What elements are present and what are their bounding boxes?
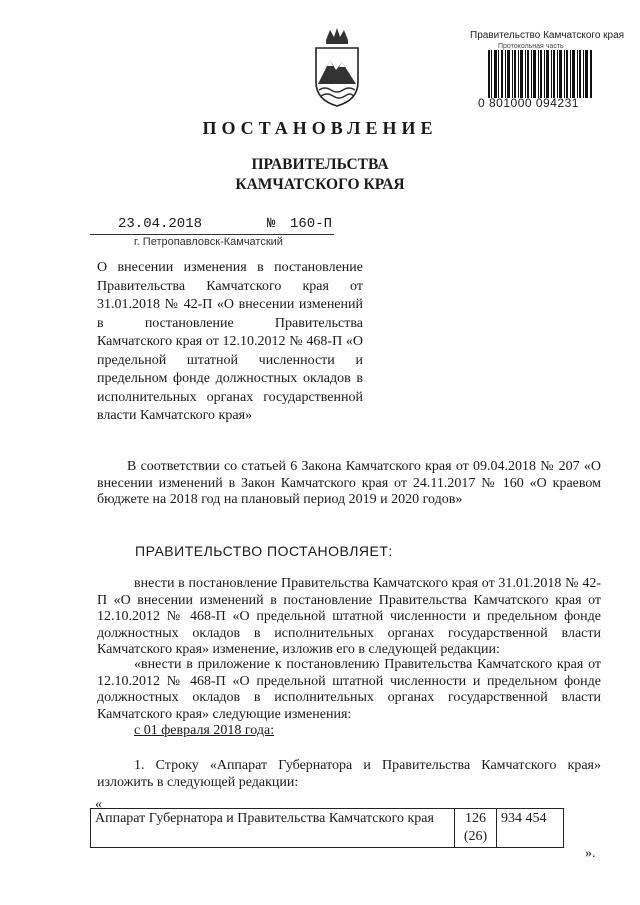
staff-count: 126: [465, 811, 486, 826]
date-underline: [90, 234, 334, 235]
quote-close: ».: [585, 846, 596, 861]
issuing-authority-line2: КАМЧАТСКОГО КРАЯ: [235, 176, 405, 193]
table-row: [91, 809, 564, 848]
coat-of-arms-emblem: [312, 26, 362, 108]
decree-statement: ПРАВИТЕЛЬСТВО ПОСТАНОВЛЯЕТ:: [135, 543, 393, 559]
staff-table: [90, 808, 564, 848]
number-sign: №: [267, 216, 276, 232]
effective-date: с 01 февраля 2018 года:: [134, 723, 275, 738]
registration-number: 0 801000 094231: [478, 96, 579, 110]
document-type: ПОСТАНОВЛЕНИЕ: [202, 118, 438, 138]
paragraph-1: внести в постановление Правительства Камчатского края от 31.01.2018 № 42-П «О внесении изменений в постановление Правительства Камчатского края от 12.10.2012 № 468-П «О предельной штатной численности и предельном фонде должностных окладов в исполнительных органах государственной власти Камчатского края» изменение, изложив его в следующей редакции:: [97, 576, 601, 657]
barcode: [488, 50, 592, 98]
item-1: 1. Строку «Аппарат Губернатора и Правительства Камчатского края» изложить в следующей редакции:: [97, 758, 601, 790]
stamp-subtitle: Протокольная часть: [498, 43, 564, 50]
paragraph-2: «внести в приложение к постановлению Правительства Камчатского края от 12.10.2012 № 468-П «О предельной штатной численности и предельном фонде должностных окладов в исполнительных органах государственной власти Камчатского края» следующие изменения:: [97, 657, 601, 722]
table-cell-staff: [455, 809, 497, 848]
quote-open: «: [95, 797, 102, 812]
staff-count-sub: (26): [463, 829, 488, 844]
preamble-paragraph: В соответствии со статьей 6 Закона Камчатского края от 09.04.2018 № 207 «О внесении изменений в Закон Камчатского края от 24.11.2017 № 160 «О краевом бюджете на 2018 год на плановый период 2019 и 2020 годов»: [97, 459, 601, 507]
stamp-organization: Правительство Камчатского края: [470, 30, 625, 41]
document-date: 23.04.2018: [118, 216, 203, 232]
city: г. Петропавловск-Камчатский: [134, 236, 283, 248]
issuing-authority: [0, 155, 640, 195]
registration-stamp: [470, 30, 625, 110]
table-cell-name: Аппарат Губернатора и Правительства Камчатского края: [91, 809, 455, 848]
table-cell-fund: 934 454: [497, 809, 564, 848]
document-number: 160-П: [290, 216, 333, 232]
document-title: О внесении изменения в постановление Правительства Камчатского края от 31.01.2018 № 42-П «О внесении изменений в постановление Правительства Камчатского края от 12.10.2012 № 468-П «О предельной штатной численности и предельном фонде должностных окладов в исполнительных органах государственной власти Камчатского края»: [97, 260, 363, 423]
issuing-authority-line1: ПРАВИТЕЛЬСТВА: [251, 156, 389, 173]
